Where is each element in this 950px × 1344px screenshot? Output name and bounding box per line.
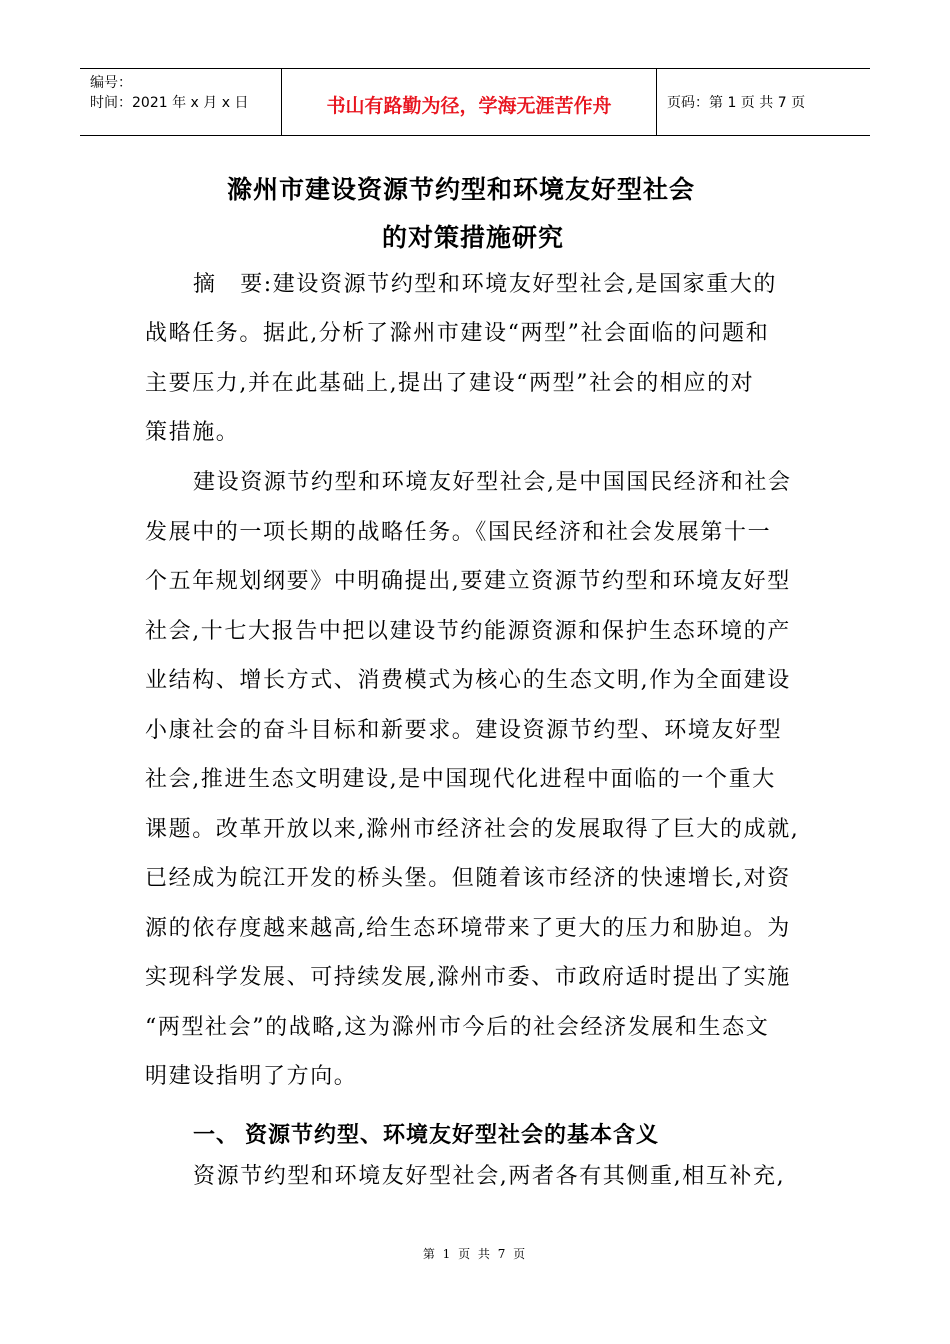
section-number: 一、 — [193, 1123, 240, 1148]
text-line: 实现科学发展、可持续发展,滁州市委、市政府适时提出了实施 — [145, 965, 791, 990]
date-label: 时间：2021 年 x 月 x 日 — [90, 95, 249, 111]
header-motto — [281, 69, 657, 135]
header-page-info — [657, 69, 870, 135]
header-meta — [80, 69, 281, 135]
text-line: 明建设指明了方向。 — [145, 1064, 358, 1089]
document-header — [80, 68, 870, 136]
motto-text: 书山有路勤为径，学海无涯苦作舟 — [326, 94, 612, 117]
document-title-line2: 的对策措施研究 — [381, 223, 564, 252]
text-line: 战略任务。据此,分析了滁州市建设“两型”社会面临的问题和 — [145, 321, 770, 346]
document-title-line1: 滁州市建设资源节约型和环境友好型社会 — [226, 175, 695, 204]
text-line: 社会,十七大报告中把以建设节约能源资源和保护生态环境的产 — [145, 619, 791, 644]
section-title: 资源节约型、环境友好型社会的基本含义 — [245, 1123, 660, 1148]
text-line: “两型社会”的战略,这为滁州市今后的社会经济发展和生态文 — [145, 1015, 770, 1040]
text-line: 主要压力,并在此基础上,提出了建设“两型”社会的相应的对 — [145, 371, 755, 396]
page-footer: 第 1 页 共 7 页 — [422, 1247, 528, 1261]
text-line: 摘 要:建设资源节约型和环境友好型社会,是国家重大的 — [193, 272, 778, 297]
text-line: 建设资源节约型和环境友好型社会,是中国国民经济和社会 — [193, 470, 792, 495]
text-line: 已经成为皖江开发的桥头堡。但随着该市经济的快速增长,对资 — [145, 866, 791, 891]
text-line: 小康社会的奋斗目标和新要求。建设资源节约型、环境友好型 — [145, 718, 783, 743]
text-line: 业结构、增长方式、消费模式为核心的生态文明,作为全面建设 — [145, 668, 791, 693]
text-line: 源的依存度越来越高,给生态环境带来了更大的压力和胁迫。为 — [145, 916, 791, 941]
text-line: 社会,推进生态文明建设,是中国现代化进程中面临的一个重大 — [145, 767, 776, 792]
text-line: 策措施。 — [145, 420, 240, 445]
text-line: 资源节约型和环境友好型社会,两者各有其侧重,相互补充, — [193, 1164, 786, 1189]
text-line: 个五年规划纲要》中明确提出,要建立资源节约型和环境友好型 — [145, 569, 791, 594]
number-label: 编号： — [90, 75, 132, 91]
section-heading — [193, 1118, 659, 1149]
text-line: 发展中的一项长期的战略任务。《国民经济和社会发展第十一 — [145, 520, 772, 545]
page-info-text: 页码：第 1 页 共 7 页 — [667, 95, 806, 111]
text-line: 课题。改革开放以来,滁州市经济社会的发展取得了巨大的成就, — [145, 817, 800, 842]
